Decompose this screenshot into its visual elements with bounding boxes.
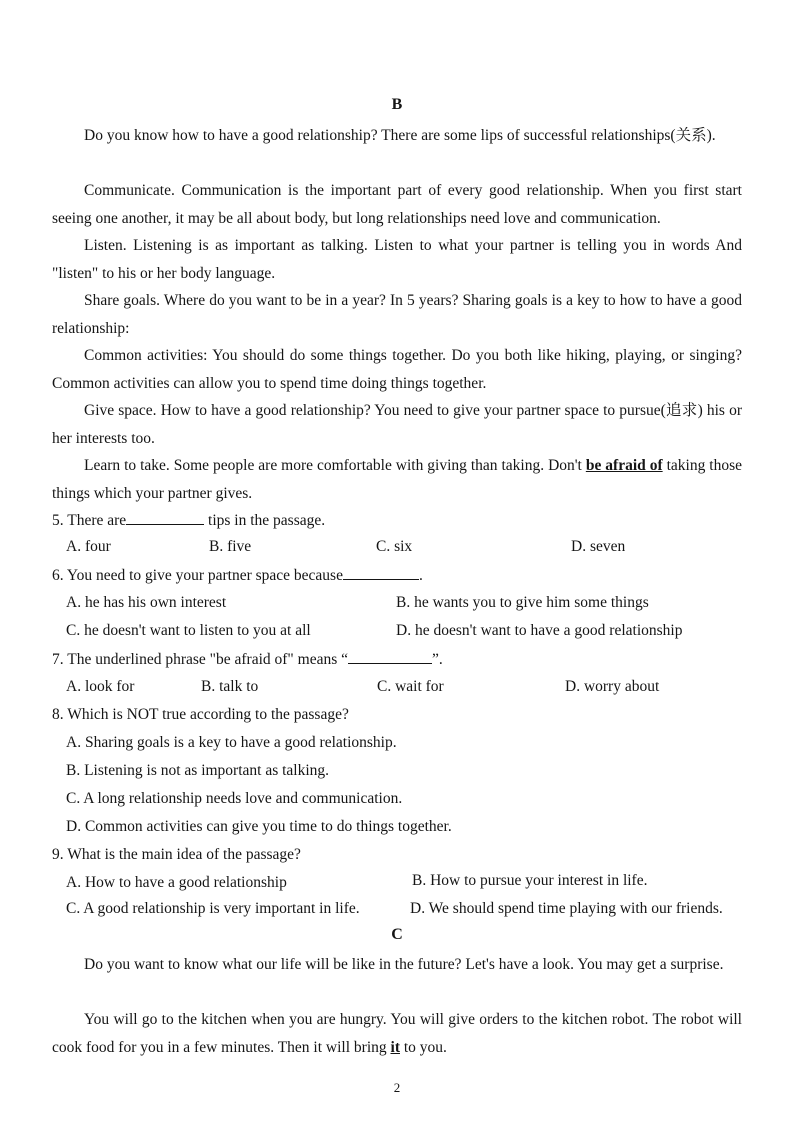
section-b-paragraph-1 xyxy=(52,122,742,150)
paragraph-text: taking those things which your partner gives. xyxy=(52,457,742,502)
question-stem: ”. xyxy=(432,651,443,668)
question-8: 8. Which is NOT true according to the passage? xyxy=(52,706,349,723)
q5-option-a: A. four xyxy=(66,538,111,555)
paragraph-text: Learn to take. Some people are more comfortable with giving than taking. Don't xyxy=(84,457,586,474)
question-stem: 5. There are xyxy=(52,512,127,529)
q9-option-c: C. A good relationship is very important in life. xyxy=(66,900,360,917)
question-stem: 7. The underlined phrase "be afraid of" means “ xyxy=(52,651,348,668)
page-number: 2 xyxy=(393,1080,401,1095)
q9-option-a: A. How to have a good relationship xyxy=(66,874,287,891)
answer-blank xyxy=(343,565,419,580)
section-c-paragraph-2 xyxy=(52,1006,742,1061)
q9-option-b: B. How to pursue your interest in life. xyxy=(412,872,648,889)
q5-option-b: B. five xyxy=(209,538,252,555)
section-c-paragraph-1 xyxy=(52,951,742,979)
q8-option-d: D. Common activities can give you time to do things together. xyxy=(66,818,452,835)
section-b-paragraph-6 xyxy=(52,397,742,452)
section-b-paragraph-4 xyxy=(52,287,742,342)
section-b-paragraph-7 xyxy=(52,452,742,507)
q6-option-d: D. he doesn't want to have a good relationship xyxy=(396,622,683,639)
q6-option-a: A. he has his own interest xyxy=(66,594,227,611)
question-stem: tips in the passage. xyxy=(208,512,326,529)
question-5 xyxy=(52,510,742,531)
question-6 xyxy=(52,565,742,586)
q5-option-d: D. seven xyxy=(571,538,626,555)
underlined-word: it xyxy=(390,1038,400,1056)
paragraph-text: Do you know how to have a good relationship? There are some lips of successful relationships(关系). xyxy=(84,127,716,144)
q9-option-d: D. We should spend time playing with our friends. xyxy=(410,900,723,917)
q7-option-d: D. worry about xyxy=(565,678,660,695)
q7-option-a: A. look for xyxy=(66,678,135,695)
paragraph-text: Do you want to know what our life will be like in the future? Let's have a look. You may get a surprise. xyxy=(84,956,724,973)
section-b-paragraph-2 xyxy=(52,177,742,232)
answer-blank xyxy=(126,510,204,525)
paragraph-text: Listen. Listening is as important as talking. Listen to what your partner is telling you in words And "listen" to his or her body language. xyxy=(52,237,742,282)
section-c-heading: C xyxy=(391,926,403,943)
section-b-paragraph-5 xyxy=(52,342,742,397)
q6-option-c: C. he doesn't want to listen to you at all xyxy=(66,622,311,639)
paragraph-text: Communicate. Communication is the important part of every good relationship. When you first start seeing one another, it may be all about body, but long relationships need love and communication. xyxy=(52,182,742,227)
q8-option-a: A. Sharing goals is a key to have a good relationship. xyxy=(66,734,397,751)
paragraph-text: You will go to the kitchen when you are hungry. You will give orders to the kitchen robot. The robot will cook food for you in a few minutes. Then it will bring xyxy=(52,1011,742,1056)
q7-option-b: B. talk to xyxy=(201,678,259,695)
question-stem: . xyxy=(418,567,423,584)
answer-blank xyxy=(348,649,432,664)
section-b-paragraph-3 xyxy=(52,232,742,287)
section-b-heading: B xyxy=(391,96,403,113)
question-9: 9. What is the main idea of the passage? xyxy=(52,846,301,863)
question-stem: 6. You need to give your partner space because xyxy=(52,567,343,584)
q8-option-b: B. Listening is not as important as talking. xyxy=(66,762,330,779)
q8-option-c: C. A long relationship needs love and communication. xyxy=(66,790,403,807)
paragraph-text: Give space. How to have a good relationship? You need to give your partner space to pursue(追求) his or her interests too. xyxy=(52,402,742,447)
question-7 xyxy=(52,649,742,670)
paragraph-text: Share goals. Where do you want to be in a year? In 5 years? Sharing goals is a key to how to have a good relationship: xyxy=(52,292,742,337)
q5-option-c: C. six xyxy=(376,538,413,555)
underlined-phrase: be afraid of xyxy=(585,457,663,474)
paragraph-text: Common activities: You should do some things together. Do you both like hiking, playing, or singing? Common activities can allow you to spend time doing things together. xyxy=(52,347,742,392)
paragraph-text: to you. xyxy=(399,1038,447,1056)
q7-option-c: C. wait for xyxy=(377,678,444,695)
q6-option-b: B. he wants you to give him some things xyxy=(396,594,649,611)
